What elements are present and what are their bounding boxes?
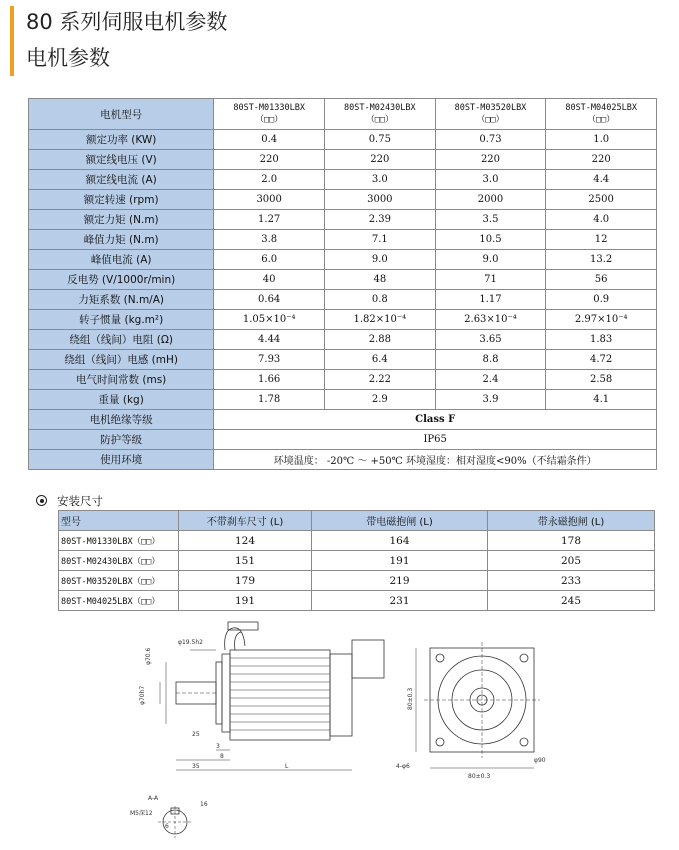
param-value: 40 bbox=[214, 270, 325, 290]
param-label: 额定线电压 (V) bbox=[29, 150, 214, 170]
param-value: 2.58 bbox=[546, 370, 657, 390]
pilot-dia-label: φ70h7 bbox=[139, 685, 146, 705]
param-row bbox=[29, 330, 657, 350]
param-value: 9.0 bbox=[435, 250, 546, 270]
protection-label: 防护等级 bbox=[29, 430, 214, 450]
param-value: 2.4 bbox=[435, 370, 546, 390]
param-value: 2.88 bbox=[325, 330, 436, 350]
mount-section-label: 安装尺寸 bbox=[57, 494, 103, 508]
key-h-label: 16 bbox=[200, 801, 208, 808]
param-value: 3000 bbox=[214, 190, 325, 210]
keyway-label: M5深12 bbox=[130, 810, 153, 817]
mount-value: 164 bbox=[312, 531, 488, 551]
param-value: 2.97×10⁻⁴ bbox=[546, 310, 657, 330]
mount-section-title bbox=[36, 493, 103, 509]
param-value: 0.75 bbox=[325, 130, 436, 150]
param-value: 9.0 bbox=[325, 250, 436, 270]
param-row bbox=[29, 130, 657, 150]
param-label: 额定力矩 (N.m) bbox=[29, 210, 214, 230]
motor-params-table bbox=[28, 98, 657, 470]
protection-row bbox=[29, 430, 657, 450]
model-name: 80ST-M03520LBX bbox=[454, 103, 527, 113]
model-header-row bbox=[29, 99, 657, 130]
shaft-section-view bbox=[158, 806, 192, 838]
param-value: 4.72 bbox=[546, 350, 657, 370]
insulation-label: 电机绝缘等级 bbox=[29, 410, 214, 430]
param-row bbox=[29, 210, 657, 230]
mount-row bbox=[59, 571, 655, 591]
param-value: 0.8 bbox=[325, 290, 436, 310]
param-value: 3.0 bbox=[325, 170, 436, 190]
mount-value: 245 bbox=[488, 591, 655, 611]
param-value: 1.17 bbox=[435, 290, 546, 310]
param-row bbox=[29, 350, 657, 370]
mount-value: 191 bbox=[179, 591, 312, 611]
param-value: 1.27 bbox=[214, 210, 325, 230]
param-label: 转子惯量 (kg.m²) bbox=[29, 310, 214, 330]
title-accent-bar bbox=[10, 6, 14, 76]
mount-value: 151 bbox=[179, 551, 312, 571]
mount-row bbox=[59, 591, 655, 611]
key-w-label: 6 bbox=[165, 823, 169, 830]
mount-value: 231 bbox=[312, 591, 488, 611]
param-label: 额定功率 (KW) bbox=[29, 130, 214, 150]
model-name: 80ST-M04025LBX bbox=[565, 103, 637, 113]
param-value: 0.4 bbox=[214, 130, 325, 150]
model-name: 80ST-M02430LBX bbox=[344, 103, 416, 113]
dim-8-label: 8 bbox=[220, 753, 224, 760]
dim-3-label: 3 bbox=[216, 743, 220, 750]
mount-value: 191 bbox=[312, 551, 488, 571]
param-value: 0.73 bbox=[435, 130, 546, 150]
param-value: 2000 bbox=[435, 190, 546, 210]
model-name-cell bbox=[214, 99, 325, 130]
environment-row bbox=[29, 450, 657, 470]
shaft-dia-label: φ19.5h2 bbox=[178, 639, 203, 646]
param-value: 3000 bbox=[325, 190, 436, 210]
mount-header-cell: 不带刹车尺寸 (L) bbox=[179, 511, 312, 531]
param-value: 3.8 bbox=[214, 230, 325, 250]
param-value: 0.64 bbox=[214, 290, 325, 310]
page-subtitle: 电机参数 bbox=[26, 46, 110, 70]
param-value: 4.4 bbox=[546, 170, 657, 190]
dim-35-label: 35 bbox=[192, 763, 200, 770]
param-label: 绕组（线间）电阻 (Ω) bbox=[29, 330, 214, 350]
front-view bbox=[416, 642, 540, 768]
model-suffix: （□□） bbox=[255, 115, 283, 125]
param-value: 7.93 bbox=[214, 350, 325, 370]
param-label: 峰值力矩 (N.m) bbox=[29, 230, 214, 250]
mount-model: 80ST-M03520LBX（□□） bbox=[59, 571, 179, 591]
param-label: 力矩系数 (N.m/A) bbox=[29, 290, 214, 310]
mount-header-row bbox=[59, 511, 655, 531]
param-label: 重量 (kg) bbox=[29, 390, 214, 410]
param-row bbox=[29, 290, 657, 310]
mount-value: 205 bbox=[488, 551, 655, 571]
mount-model: 80ST-M01330LBX（□□） bbox=[59, 531, 179, 551]
param-value: 1.82×10⁻⁴ bbox=[325, 310, 436, 330]
mount-model: 80ST-M04025LBX（□□） bbox=[59, 591, 179, 611]
dim-25-label: 25 bbox=[192, 731, 200, 738]
section-label: A-A bbox=[148, 795, 159, 802]
mount-header-cell: 带电磁抱闸 (L) bbox=[312, 511, 488, 531]
mount-value: 219 bbox=[312, 571, 488, 591]
mount-row bbox=[59, 531, 655, 551]
param-row bbox=[29, 170, 657, 190]
param-row bbox=[29, 310, 657, 330]
param-value: 4.44 bbox=[214, 330, 325, 350]
param-value: 10.5 bbox=[435, 230, 546, 250]
param-value: 2500 bbox=[546, 190, 657, 210]
param-row bbox=[29, 370, 657, 390]
environment-label: 使用环境 bbox=[29, 450, 214, 470]
param-label: 额定线电流 (A) bbox=[29, 170, 214, 190]
param-row bbox=[29, 390, 657, 410]
param-value: 56 bbox=[546, 270, 657, 290]
param-value: 2.39 bbox=[325, 210, 436, 230]
model-suffix: （□□） bbox=[366, 115, 394, 125]
param-value: 4.0 bbox=[546, 210, 657, 230]
dim-L-label: L bbox=[285, 763, 289, 770]
param-value: 71 bbox=[435, 270, 546, 290]
param-row bbox=[29, 190, 657, 210]
param-value: 1.05×10⁻⁴ bbox=[214, 310, 325, 330]
side-view-labels bbox=[130, 639, 289, 830]
param-value: 6.0 bbox=[214, 250, 325, 270]
page-title: 80 系列伺服电机参数 bbox=[26, 10, 228, 34]
param-value: 220 bbox=[435, 150, 546, 170]
param-value: 12 bbox=[546, 230, 657, 250]
param-label: 反电势 (V/1000r/min) bbox=[29, 270, 214, 290]
square-w-label: 80±0.3 bbox=[468, 773, 491, 780]
param-row bbox=[29, 250, 657, 270]
model-name-cell bbox=[325, 99, 436, 130]
param-value: 220 bbox=[546, 150, 657, 170]
mount-value: 179 bbox=[179, 571, 312, 591]
param-value: 13.2 bbox=[546, 250, 657, 270]
param-value: 3.9 bbox=[435, 390, 546, 410]
mount-value: 124 bbox=[179, 531, 312, 551]
param-value: 48 bbox=[325, 270, 436, 290]
mount-model: 80ST-M02430LBX（□□） bbox=[59, 551, 179, 571]
param-value: 0.9 bbox=[546, 290, 657, 310]
param-value: 6.4 bbox=[325, 350, 436, 370]
param-value: 1.66 bbox=[214, 370, 325, 390]
model-suffix: （□□） bbox=[476, 115, 505, 125]
param-label: 峰值电流 (A) bbox=[29, 250, 214, 270]
insulation-value: Class F bbox=[214, 410, 657, 430]
param-value: 7.1 bbox=[325, 230, 436, 250]
protection-value: IP65 bbox=[214, 430, 657, 450]
param-value: 1.83 bbox=[546, 330, 657, 350]
mount-dimensions-table bbox=[58, 510, 655, 611]
motor-dimension-drawing bbox=[130, 610, 550, 845]
param-value: 2.63×10⁻⁴ bbox=[435, 310, 546, 330]
param-label: 绕组（线间）电感 (mH) bbox=[29, 350, 214, 370]
mount-header-cell: 型号 bbox=[59, 511, 179, 531]
param-row bbox=[29, 270, 657, 290]
param-value: 2.0 bbox=[214, 170, 325, 190]
param-value: 1.0 bbox=[546, 130, 657, 150]
model-name-cell bbox=[546, 99, 657, 130]
environment-value: 环境温度： -20℃ ～ +50℃ 环境湿度：相对湿度<90%（不结霜条件） bbox=[214, 450, 657, 470]
mount-value: 178 bbox=[488, 531, 655, 551]
holes-label: 4-φ6 bbox=[396, 763, 410, 770]
param-value: 2.22 bbox=[325, 370, 436, 390]
mount-header-cell: 带永磁抱闸 (L) bbox=[488, 511, 655, 531]
mount-value: 233 bbox=[488, 571, 655, 591]
front-view-labels bbox=[396, 688, 546, 780]
param-value: 2.9 bbox=[325, 390, 436, 410]
square-h-label: 80±0.3 bbox=[407, 687, 414, 710]
param-value: 3.5 bbox=[435, 210, 546, 230]
param-row bbox=[29, 150, 657, 170]
model-suffix: （□□） bbox=[587, 115, 615, 125]
param-value: 8.8 bbox=[435, 350, 546, 370]
bullet-icon bbox=[36, 495, 47, 506]
param-value: 220 bbox=[214, 150, 325, 170]
flange-dia-label: φ70.6 bbox=[145, 647, 152, 665]
model-name-cell bbox=[435, 99, 546, 130]
param-row bbox=[29, 230, 657, 250]
param-value: 3.65 bbox=[435, 330, 546, 350]
model-label: 电机型号 bbox=[29, 99, 214, 130]
insulation-row bbox=[29, 410, 657, 430]
param-value: 220 bbox=[325, 150, 436, 170]
pcd-label: φ90 bbox=[534, 757, 546, 764]
mount-row bbox=[59, 551, 655, 571]
model-name: 80ST-M01330LBX bbox=[233, 103, 305, 113]
param-label: 电气时间常数 (ms) bbox=[29, 370, 214, 390]
param-value: 4.1 bbox=[546, 390, 657, 410]
param-value: 1.78 bbox=[214, 390, 325, 410]
param-label: 额定转速 (rpm) bbox=[29, 190, 214, 210]
param-value: 3.0 bbox=[435, 170, 546, 190]
